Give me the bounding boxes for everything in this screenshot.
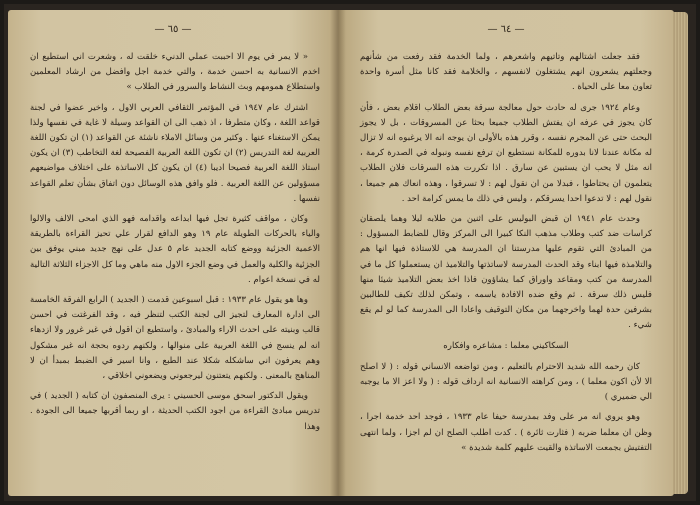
open-book [4,4,696,501]
paragraph: « لا يمر في يوم الا احببت عملي الدنيء خلقت له ، وشعرت اني استطيع ان اخدم الانسانية به احسن خدمة ، والتي خدمة اجل وافضل من ارشاد المعلمين واستطلاع همومهم وبث النشاط والسرور في الطلاب » [30,52,320,93]
paragraph: وكان ، مواقف كثيرة تجل فيها ابداعه واقدامه فهو الذي امحى الالف والالوا والياء بالحركات الطويلة عام ١٩ وهو الدافع لقرار علي تحيز القراءة بالطريقة الاعمية الجزئية ووضع كتابه الجديد عام ٥ عدل على نهج جديد مبني يوفق بين الجزئية والكلية والعمل في وضع الجزء الاول منه ماهي وما كل الاجزاء الثلاثة التالية له في نسخة اعوام . [30,214,320,285]
paragraph: وها هو يقول عام ١٩٣٣ : قبل اسبوعين قدمت ( الجديد ) الرابع الفرقة الخامسة الى ادارة المعارف لتجيز الى لجنة الكتب لتنظر فيه ، وقد الفرغتت في احسن قالب وبنيته على احدث الاراء والمبادئ ، واستطيع ان اقول في غير غرور ولا ازدهاء انه لم ينسج في اللغة العربية على منوالها ، ولكنهم ردوه بحجة انه غير مشكول وهم يعرفون اني ساشكله شكلا عند الطبع ، وانا اسير في الضبط بمبدأ ان لا المناهج بالمعنى . ولكنهم يتعتنون ليرجعوني ويضعوني اخلاقي ، [30,295,320,382]
paragraph: فقد جعلت اشتالهم وتاتيهم واشعرهم ، ولما الخدمة فقد رفعت من شأنهم وجعلتهم يشعرون انهم يشتغلون لانفسهم ، والخلامة فقد كانا مثل أسرة واحدة تعاون معا على الحياة . [360,52,652,93]
paragraph: وهو يروي انه مر على وفد بمدرسة حيفا عام ١٩٣٣ ، فوجد احد خدمة اجرا ، وظن ان معلما ضربه ( فثارت ثائرة ) . كدت اطلب الصلح ان لم اجزا ، ولما انتهى التفتيش بجمعت الاساتذة والقيت عليهم كلمة شديدة » [360,412,652,453]
right-page-number: — ٦٤ — [487,24,525,35]
paragraph: ويقول الدكتور اسحق موسى الحسيني : يرى المنصفون ان كتابه ( الجديد ) في تدريس مبادئ القراءة من اجود الكتب الحديثة ، او ربما أقربها جميعا الى الجودة . وهذا [30,391,320,432]
right-page [338,10,674,496]
paragraph: اشترك عام ١٩٤٧ في المؤتمر الثقافي العربي الاول ، واخير عضوا في لجنة قواعد اللغة ، وكان متطرفا ، اذ ذهب الى ان القواعد وسيلة لا غاية في نفسها ولذا يمكن الاستغناء عنها . وكثير من وسائل الاملاء ناشئة عن القواعد (١) ان تكون اللغة العربية لغة التدريس (٢) ان تكون اللغة العربية الفصيحة لغة التخاطب (٣) ان يكون استاذ اللغة العربية فصيحا اديبا (٤) ان يكون كل الاساتذة على اختلاف مواضيعهم مسؤولين عن اللغة العربية . فلو وافق هذه الوسائل دون اتفاق بشأن تعلم القواعد نفسها . [30,102,321,204]
paragraph: كان رحمه الله شديد الاحترام بالتعليم ، ومن تواضعه الانساني قوله : ( لا اصلح الا لأن اكون معلما ) ، ومن كراهته الانسانية انه ارداف قوله : ( ولا اعز الا ما يوجبه الي ضميري ) [360,361,652,403]
book-gutter-shadow [330,10,346,496]
page-edges [672,12,688,494]
right-page-text [360,50,652,461]
paragraph: وعام ١٩٢٤ جرى له حادث حول معالجة سرقة بعض الطلاب اقلام بعض ، فأن كان يجوز في عرفه ان يفتش الطلاب جميعا بحثا عن المسروقات ، بل لا يجوز البحث حتى عن المجرم نفسه ، وقرر هذه بالأولى ان يوجه انه الا يرغبوه انه لا تزال له مكانة عندنا لانا بدوره للمكانة نستطيع ان ترفع نفسه ونبوله في الصدرة كرمة ، انه مثل لا يحب ان يستبين عن سارق . اذا تكررت هذه السرقات فلان الطلاب يتعلمون ان يحتاطوا ، فبدلا من ان نقول لهم : لا تسرقوا ، وهذه انعاك هم جميعا ، نقول لهم : لا تدعوا احدا يسرقكم ، وليس في ذلك ما يمس كرامة احد . [360,102,652,204]
section-heading: السكاكيني معلما : مشاعره وافكاره [443,340,569,351]
left-page [8,10,338,496]
left-page-text [30,50,320,440]
paragraph: وحدث عام ١٩٤١ ان قبض البوليس على اثنين من طلابه ليلا وهما يلصقان كراسات ضد كتب وطلاب مذهب النكا كبيرا الى المركز وقال للضابط المسؤول : من المبادئ التي تقوم عليها مدرستنا ان المدرسة هي للاستاذة فيها انها هم والتلامذة فيها ابناء وقد الحدث المدرسة لاساتذتها والتلاميذ ان يستعملوا كل ما في المدرسة من كتب ومقاعد واوراق كما يشاؤون فاذا اخذ بعض التلاميذ شيئا منها فليس ذلك سرقة . ثم وقع ضده الافادة ياسمه ، وتمكن لذلك تكيف للطالبين بشرفين حدة لهما واخرجهما من مكان التوقيف واعادا الى المدرسة كما لو لم يقع شيء . [360,214,652,331]
left-page-number: — ٦٥ — [154,24,192,35]
